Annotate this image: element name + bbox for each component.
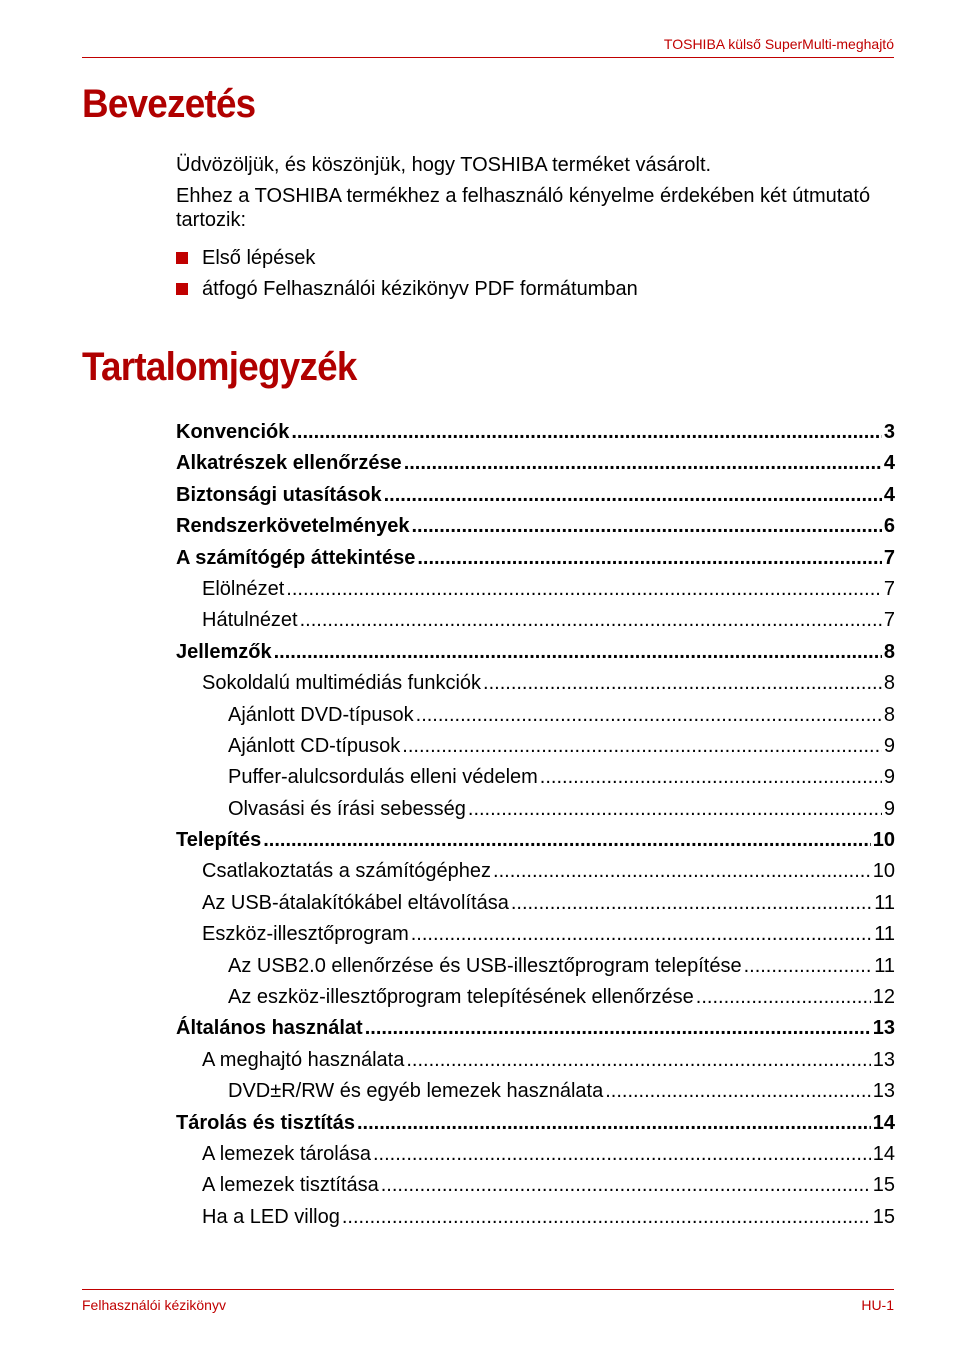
- toc-entry-page: 11: [874, 923, 895, 946]
- toc-dot-leader: [300, 607, 882, 633]
- toc-entry-title: A lemezek tisztítása: [202, 1174, 379, 1197]
- toc-dot-leader: [493, 858, 871, 884]
- running-header: TOSHIBA külső SuperMulti-meghajtó: [663, 36, 894, 52]
- toc-entry[interactable]: [176, 1172, 895, 1203]
- toc-dot-leader: [365, 1015, 871, 1041]
- toc-entry[interactable]: [176, 1015, 895, 1046]
- toc-entry-title: Konvenciók: [176, 421, 290, 443]
- bullet-text: átfogó Felhasználói kézikönyv PDF formátumban: [202, 278, 638, 300]
- toc-entry-page: 9: [883, 797, 895, 820]
- toc-entry[interactable]: [176, 890, 895, 921]
- toc-entry-title: Ajánlott CD-típusok: [228, 734, 401, 757]
- toc-dot-leader: [381, 1172, 871, 1198]
- toc-entry-page: 3: [883, 421, 895, 443]
- toc-entry-title: Az USB2.0 ellenőrzése és USB-illesztőprogram telepítése: [228, 954, 742, 977]
- toc-entry[interactable]: [176, 702, 895, 733]
- toc-dot-leader: [468, 796, 882, 822]
- toc-entry[interactable]: [176, 513, 895, 544]
- intro-paragraph-1: Üdvözöljük, és köszönjük, hogy TOSHIBA terméket vásárolt.: [176, 154, 712, 176]
- toc-entry-page: 10: [872, 860, 895, 883]
- toc-list: [176, 419, 895, 1235]
- toc-entry-page: 7: [883, 546, 895, 569]
- toc-dot-leader: [744, 953, 873, 979]
- toc-entry-title: A meghajtó használata: [202, 1048, 405, 1071]
- toc-entry-page: 8: [883, 672, 895, 695]
- toc-entry-page: 7: [883, 577, 895, 600]
- bullet-text: Első lépések: [202, 247, 316, 269]
- toc-entry[interactable]: [176, 921, 895, 952]
- square-bullet-icon: [176, 283, 188, 295]
- toc-entry-title: Puffer-alulcsordulás elleni védelem: [228, 766, 538, 789]
- toc-entry-page: 8: [883, 640, 895, 663]
- toc-dot-leader: [605, 1078, 871, 1104]
- toc-dot-leader: [373, 1141, 871, 1167]
- toc-entry-page: 9: [883, 734, 895, 757]
- toc-entry[interactable]: [176, 827, 895, 858]
- toc-entry[interactable]: [176, 450, 895, 481]
- toc-entry-title: DVD±R/RW és egyéb lemezek használata: [228, 1080, 604, 1103]
- toc-dot-leader: [540, 764, 882, 790]
- toc-dot-leader: [286, 576, 882, 602]
- toc-entry[interactable]: [176, 1078, 895, 1109]
- toc-entry-title: Olvasási és írási sebesség: [228, 797, 466, 820]
- toc-entry-title: A lemezek tárolása: [202, 1142, 371, 1165]
- toc-entry-page: 13: [872, 1017, 895, 1040]
- footer-rule: [82, 1289, 894, 1290]
- toc-entry-page: 13: [872, 1080, 895, 1103]
- toc-entry-title: Eszköz-illesztőprogram: [202, 923, 409, 946]
- toc-entry-title: Rendszerkövetelmények: [176, 515, 410, 538]
- toc-entry[interactable]: [176, 733, 895, 764]
- toc-dot-leader: [406, 1047, 870, 1073]
- toc-entry-page: 11: [874, 954, 895, 977]
- toc-entry[interactable]: [176, 639, 895, 670]
- toc-entry-page: 10: [872, 829, 895, 852]
- toc-entry-title: Tárolás és tisztítás: [176, 1111, 355, 1134]
- toc-dot-leader: [417, 545, 882, 571]
- toc-entry-page: 15: [872, 1205, 895, 1228]
- toc-dot-leader: [402, 733, 882, 759]
- toc-dot-leader: [411, 921, 873, 947]
- toc-entry[interactable]: [176, 419, 895, 450]
- square-bullet-icon: [176, 252, 188, 264]
- toc-entry[interactable]: [176, 1141, 895, 1172]
- toc-entry-title: A számítógép áttekintése: [176, 546, 416, 569]
- toc-dot-leader: [263, 827, 871, 853]
- toc-dot-leader: [483, 670, 882, 696]
- footer-doc-title: Felhasználói kézikönyv: [82, 1297, 226, 1313]
- intro-heading: Bevezetés: [82, 82, 256, 126]
- toc-entry-title: Sokoldalú multimédiás funkciók: [202, 672, 482, 695]
- toc-entry[interactable]: [176, 545, 895, 576]
- header-rule: [82, 57, 894, 58]
- toc-entry-page: 14: [872, 1142, 895, 1165]
- toc-dot-leader: [291, 419, 882, 445]
- footer-page-number: HU-1: [861, 1297, 894, 1313]
- toc-entry[interactable]: [176, 1110, 895, 1141]
- toc-entry-page: 4: [883, 483, 895, 506]
- toc-entry-page: 6: [883, 515, 895, 538]
- toc-entry-title: Ha a LED villog: [202, 1205, 340, 1228]
- toc-entry[interactable]: [176, 482, 895, 513]
- toc-entry-page: 14: [872, 1111, 895, 1134]
- toc-dot-leader: [696, 984, 871, 1010]
- toc-entry-title: Elölnézet: [202, 577, 285, 600]
- toc-entry-title: Az eszköz-illesztőprogram telepítésének ellenőrzése: [228, 986, 694, 1009]
- toc-entry[interactable]: [176, 764, 895, 795]
- toc-dot-leader: [404, 450, 882, 476]
- toc-dot-leader: [274, 639, 882, 665]
- intro-paragraph-2: Ehhez a TOSHIBA termékhez a felhasználó kényelme érdekében két útmutató tartozik:: [176, 185, 871, 231]
- toc-dot-leader: [384, 482, 882, 508]
- intro-bullet-list: [176, 246, 638, 308]
- toc-entry-page: 11: [874, 891, 895, 914]
- toc-entry[interactable]: [176, 607, 895, 638]
- toc-dot-leader: [411, 513, 881, 539]
- bullet-item: [176, 246, 638, 277]
- toc-entry[interactable]: [176, 576, 895, 607]
- toc-entry-title: Biztonsági utasítások: [176, 483, 382, 506]
- toc-entry-page: 9: [883, 766, 895, 789]
- toc-entry-page: 15: [872, 1174, 895, 1197]
- toc-entry-title: Általános használat: [176, 1017, 363, 1040]
- toc-entry-page: 7: [883, 609, 895, 632]
- toc-dot-leader: [416, 702, 882, 728]
- toc-entry-title: Alkatrészek ellenőrzése: [176, 452, 402, 475]
- toc-dot-leader: [357, 1110, 871, 1136]
- toc-entry[interactable]: [176, 796, 895, 827]
- toc-entry[interactable]: [176, 1047, 895, 1078]
- bullet-item: [176, 277, 638, 308]
- toc-entry[interactable]: [176, 953, 895, 984]
- toc-entry-title: Telepítés: [176, 829, 262, 852]
- toc-entry[interactable]: [176, 858, 895, 889]
- toc-entry-title: Ajánlott DVD-típusok: [228, 703, 414, 726]
- toc-entry[interactable]: [176, 670, 895, 701]
- toc-entry[interactable]: [176, 984, 895, 1015]
- toc-entry-title: Az USB-átalakítókábel eltávolítása: [202, 891, 509, 914]
- toc-entry-page: 4: [883, 452, 895, 475]
- toc-entry-title: Hátulnézet: [202, 609, 298, 632]
- toc-entry-title: Csatlakoztatás a számítógéphez: [202, 860, 492, 883]
- toc-entry-page: 13: [872, 1048, 895, 1071]
- toc-dot-leader: [342, 1204, 871, 1230]
- toc-entry-title: Jellemzők: [176, 640, 272, 663]
- toc-dot-leader: [511, 890, 872, 916]
- toc-entry-page: 8: [883, 703, 895, 726]
- toc-heading: Tartalomjegyzék: [82, 345, 357, 389]
- toc-entry-page: 12: [872, 986, 895, 1009]
- toc-entry[interactable]: [176, 1204, 895, 1235]
